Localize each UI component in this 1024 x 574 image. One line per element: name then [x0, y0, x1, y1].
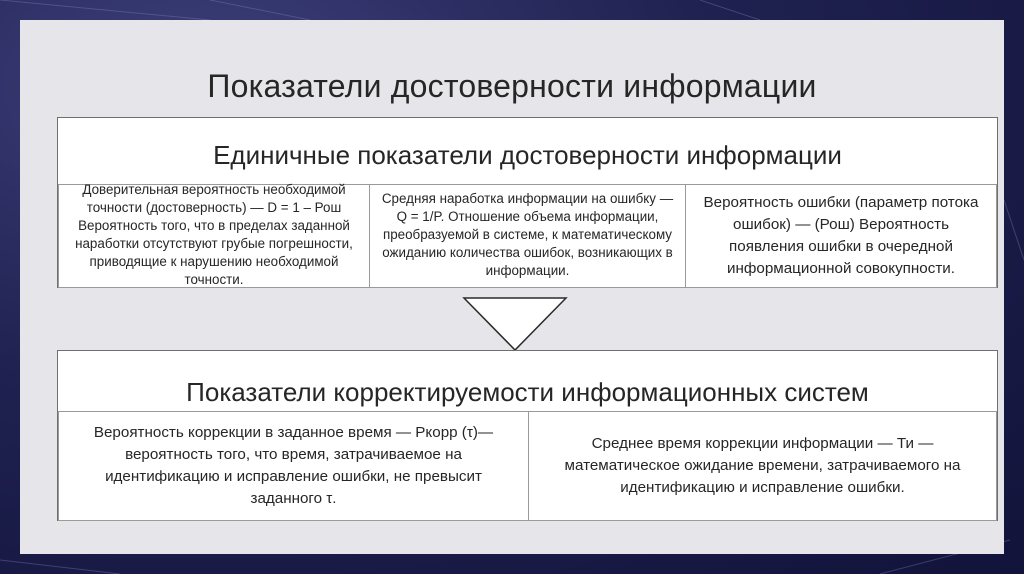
mean-time-to-error-cell: [369, 184, 686, 288]
error-probability-cell: [685, 184, 997, 288]
correctability-indicators-box: [57, 350, 998, 521]
slide-title: Показатели достоверности информации: [207, 68, 817, 104]
down-arrow-icon: [462, 296, 568, 352]
confidence-probability-text: Доверительная вероятность необходимой точности (достоверность) — D = 1 – Рош Вероятность того, что в пределах заданной наработки отсутствуют грубые погрешности, приводящие к нарушению необходимой точности.: [75, 182, 353, 287]
correctability-indicators-heading: Показатели корректируемости информационных систем: [186, 377, 869, 407]
error-probability-text: Вероятность ошибки (параметр потока ошибок) — (Рош) Вероятность появления ошибки в очередной информационной совокупности.: [703, 194, 979, 277]
mean-time-to-error-text: Средняя наработка информации на ошибку — Q = 1/P. Отношение объема информации, преобразуемой в системе, к математическому ожиданию количества ошибок, возникающих в информации.: [381, 191, 674, 278]
slide-canvas: [20, 20, 1004, 554]
correction-probability-cell: [58, 411, 529, 521]
single-indicators-box: [57, 117, 998, 288]
mean-correction-time-text: Среднее время коррекции информации — Ти — математическое ожидание времени, затрачиваемого на идентификацию и исправление ошибки.: [564, 435, 961, 496]
confidence-probability-cell: [58, 184, 370, 288]
single-indicators-heading: Единичные показатели достоверности информации: [213, 140, 842, 170]
mean-correction-time-cell: [528, 411, 997, 521]
correction-probability-text: Вероятность коррекции в заданное время — Ркорр (τ)— вероятность того, что время, затрачиваемое на идентификацию и исправление ошибки, не превысит заданного τ.: [93, 424, 494, 507]
